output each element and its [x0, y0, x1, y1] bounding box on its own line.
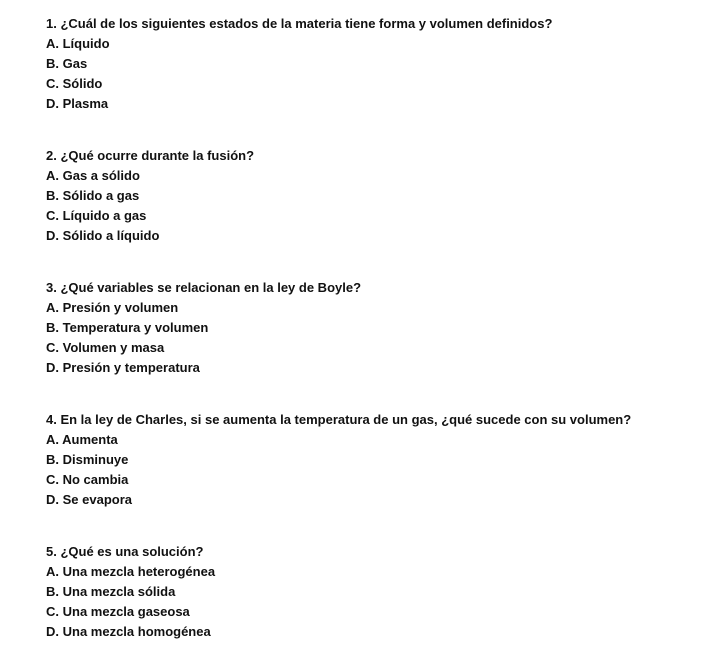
- option-d: D. Una mezcla homogénea: [46, 624, 211, 639]
- question-5: [46, 542, 706, 642]
- option-c: C. No cambia: [46, 472, 129, 487]
- option-c: C. Sólido: [46, 76, 103, 91]
- option-a: A. Una mezcla heterogénea: [46, 564, 216, 579]
- option-a: A. Presión y volumen: [46, 300, 179, 315]
- option-a: A. Aumenta: [46, 432, 118, 447]
- option-b: B. Una mezcla sólida: [46, 584, 176, 599]
- question-1: [46, 14, 706, 114]
- spacer: [46, 378, 706, 410]
- question-4: [46, 410, 706, 510]
- option-b: B. Gas: [46, 56, 88, 71]
- question-title: 4. En la ley de Charles, si se aumenta la temperatura de un gas, ¿qué sucede con su volumen?: [46, 412, 632, 427]
- option-b: B. Disminuye: [46, 452, 129, 467]
- option-a: A. Gas a sólido: [46, 168, 140, 183]
- option-c: C. Líquido a gas: [46, 208, 147, 223]
- option-d: D. Plasma: [46, 96, 109, 111]
- option-c: C. Volumen y masa: [46, 340, 165, 355]
- question-2: [46, 146, 706, 246]
- spacer: [46, 510, 706, 542]
- question-3: [46, 278, 706, 378]
- spacer: [46, 114, 706, 146]
- option-b: B. Sólido a gas: [46, 188, 140, 203]
- question-title: 5. ¿Qué es una solución?: [46, 544, 204, 559]
- question-title: 2. ¿Qué ocurre durante la fusión?: [46, 148, 255, 163]
- question-title: 1. ¿Cuál de los siguientes estados de la materia tiene forma y volumen definidos?: [46, 16, 553, 31]
- spacer: [46, 246, 706, 278]
- option-d: D. Sólido a líquido: [46, 228, 160, 243]
- question-title: 3. ¿Qué variables se relacionan en la ley de Boyle?: [46, 280, 362, 295]
- option-d: D. Se evapora: [46, 492, 132, 507]
- option-c: C. Una mezcla gaseosa: [46, 604, 190, 619]
- option-d: D. Presión y temperatura: [46, 360, 200, 375]
- quiz-document: [46, 14, 706, 642]
- option-b: B. Temperatura y volumen: [46, 320, 209, 335]
- option-a: A. Líquido: [46, 36, 110, 51]
